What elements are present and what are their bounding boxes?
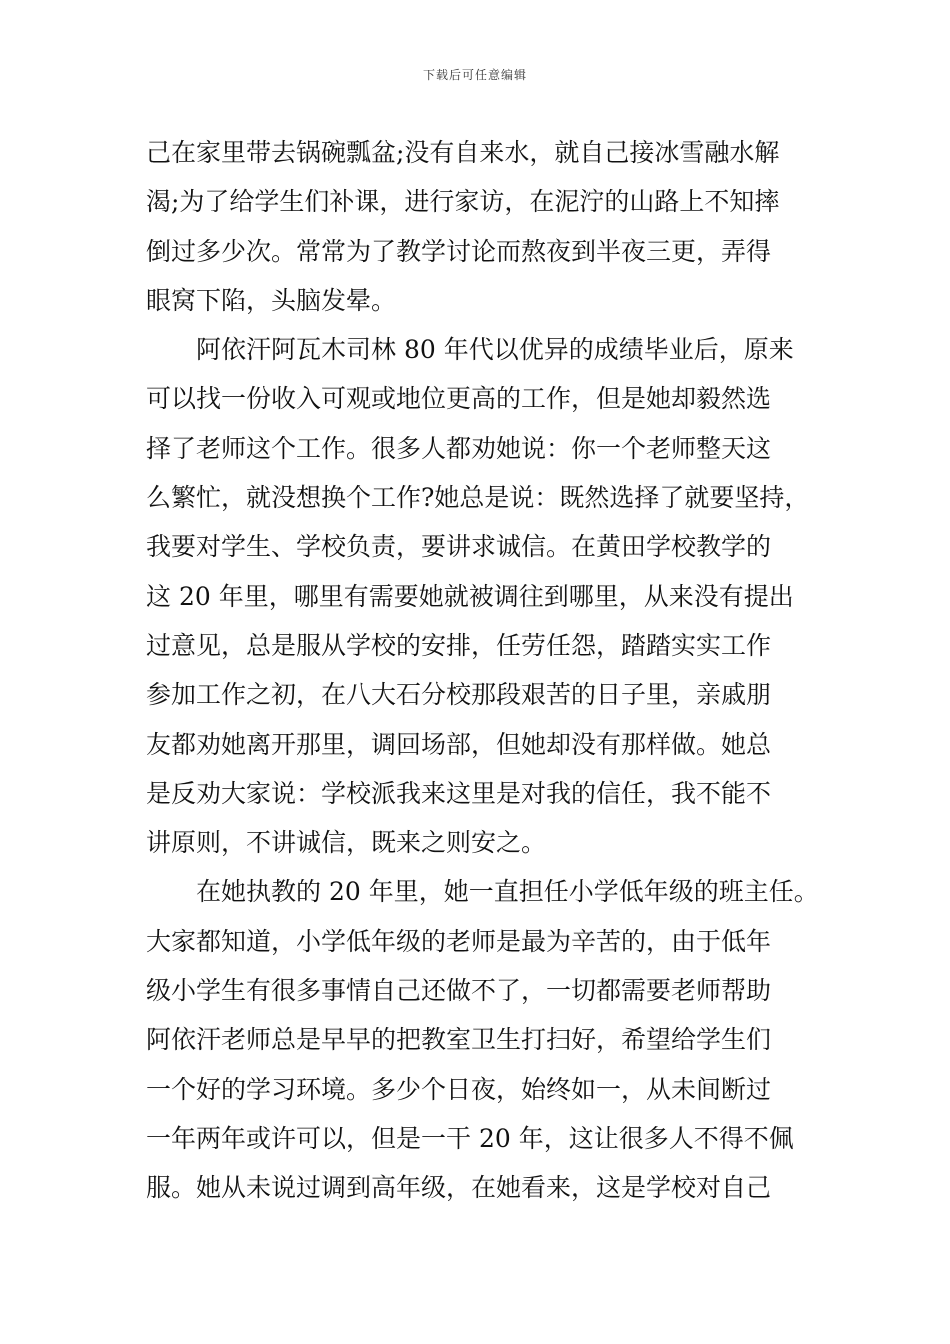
text-line: 己在家里带去锅碗瓢盆;没有自来水，就自己接冰雪融水解: [146, 138, 780, 167]
text-line: 级小学生有很多事情自己还做不了，一切都需要老师帮助: [146, 976, 772, 1006]
text-line: 一个好的学习环境。多少个日夜，始终如一，从未间断过: [146, 1074, 772, 1104]
text-line: 参加工作之初，在八大石分校那段艰苦的日子里，亲戚朋: [146, 680, 772, 710]
text-line: 大家都知道，小学低年级的老师是最为辛苦的，由于低年: [146, 926, 772, 956]
text-line: 过意见，总是服从学校的安排，任劳任怨，踏踏实实工作: [146, 630, 772, 660]
text-line: 阿依汗老师总是早早的把教室卫生打扫好，希望给学生们: [146, 1025, 772, 1055]
text-line: 我要对学生、学校负责，要讲求诚信。在黄田学校教学的: [146, 532, 772, 562]
text-line: 讲原则，不讲诚信，既来之则安之。: [146, 828, 547, 858]
paragraph-first-line: 阿依汗阿瓦木司林 80 年代以优异的成绩毕业后，原来: [196, 335, 794, 365]
text-line: 渴;为了给学生们补课，进行家访，在泥泞的山路上不知摔: [146, 187, 780, 217]
text-line: 这 20 年里，哪里有需要她就被调往到哪里，从来没有提出: [146, 581, 794, 611]
text-line: 一年两年或许可以，但是一干 20 年，这让很多人不得不佩: [146, 1123, 794, 1153]
text-line: 友都劝她离开那里，调回场部，但她却没有那样做。她总: [146, 729, 772, 759]
text-line: 倒过多少次。常常为了教学讨论而熬夜到半夜三更，弄得: [146, 236, 772, 266]
page-header: 下载后可任意编辑: [422, 68, 527, 82]
text-line: 眼窝下陷，头脑发晕。: [146, 285, 397, 315]
text-line: 择了老师这个工作。很多人都劝她说：你一个老师整天这: [146, 433, 772, 463]
body-text: [146, 128, 826, 1213]
text-line: 么繁忙，就没想换个工作?她总是说：既然选择了就要坚持，: [146, 483, 810, 513]
text-line: 是反劝大家说：学校派我来这里是对我的信任，我不能不: [146, 778, 772, 808]
text-line: 可以找一份收入可观或地位更高的工作，但是她却毅然选: [146, 384, 772, 414]
paragraph-first-line: 在她执教的 20 年里，她一直担任小学低年级的班主任。: [196, 877, 819, 907]
text-line: 服。她从未说过调到高年级，在她看来，这是学校对自己: [146, 1173, 772, 1203]
